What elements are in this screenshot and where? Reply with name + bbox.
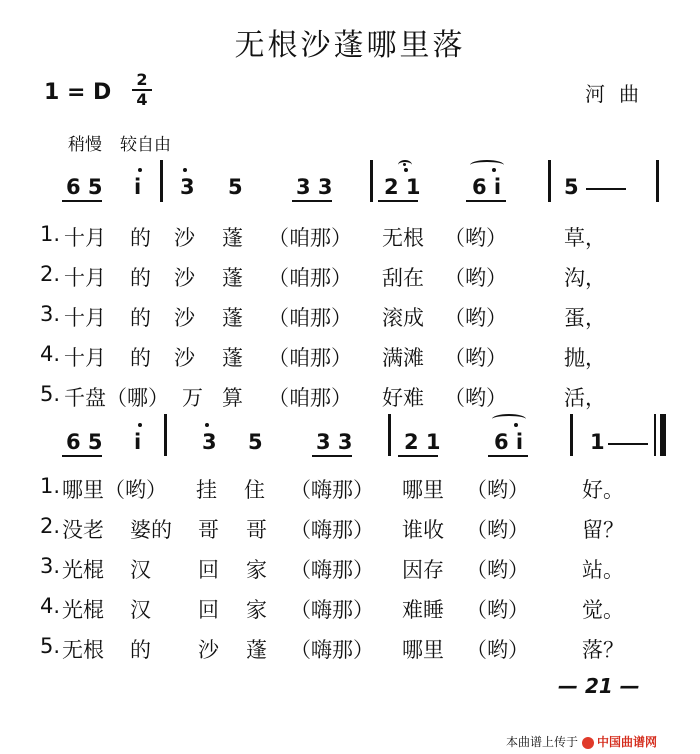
verse-number: 3. — [40, 302, 61, 326]
note-group: 2 1 — [384, 175, 421, 199]
note-group: 5 — [228, 175, 243, 199]
upload-credit-text: 本曲谱上传于 — [506, 735, 579, 749]
bar-line — [370, 160, 373, 202]
note-group: i — [134, 430, 142, 454]
lyric: 好。 — [582, 478, 624, 502]
lyric: （嗨那） — [290, 558, 374, 582]
note-group: 5 — [248, 430, 263, 454]
note-group: 3 3 — [296, 175, 333, 199]
lyric: 十月 — [64, 346, 106, 370]
lyric: （嗨那） — [290, 478, 374, 502]
beam — [398, 455, 438, 457]
lyric: 千盘（哪） — [64, 386, 169, 410]
verse-number: 1. — [40, 222, 61, 246]
lyric: （哟） — [466, 558, 529, 582]
lyric: 沙 — [174, 306, 195, 330]
lyric: 蓬 — [222, 346, 243, 370]
lyric: 站。 — [582, 558, 624, 582]
lyric: 的 — [130, 266, 151, 290]
lyric: 蛋， — [564, 306, 606, 330]
lyric: 难睡 — [402, 598, 444, 622]
lyric: 哪里 — [402, 638, 444, 662]
lyric: 满滩 — [382, 346, 424, 370]
note-group: 5 — [564, 175, 579, 199]
note-group: 3 — [180, 175, 195, 199]
note-group: 6 5 — [66, 430, 103, 454]
octave-dot — [205, 423, 209, 427]
lyric: 十月 — [64, 226, 106, 250]
beam — [312, 455, 352, 457]
lyric: 光棍 — [62, 558, 104, 582]
octave-dot — [138, 423, 142, 427]
lyric: 婆的 — [130, 518, 172, 542]
lyric: 光棍 — [62, 598, 104, 622]
lyric: 蓬 — [222, 306, 243, 330]
lyric: （哟） — [444, 226, 507, 250]
lyric: 回 — [198, 558, 219, 582]
lyric: 蓬 — [222, 226, 243, 250]
bar-line — [656, 160, 659, 202]
lyric: 因存 — [402, 558, 444, 582]
lyric: 草， — [564, 226, 606, 250]
hold-dash — [608, 443, 648, 445]
tempo-1: 稍慢 — [68, 135, 102, 155]
lyric: （哟） — [466, 638, 529, 662]
lyric: 好难 — [382, 386, 424, 410]
time-signature-top: 2 — [136, 70, 148, 89]
beam — [62, 200, 102, 202]
tempo-2: 较自由 — [120, 135, 171, 155]
lyric: （哟） — [444, 306, 507, 330]
verse-number: 5. — [40, 634, 61, 658]
lyric: 哪里 — [402, 478, 444, 502]
octave-dot — [138, 168, 142, 172]
lyric: 哥 — [198, 518, 219, 542]
lyric: 的 — [130, 306, 151, 330]
lyric: （咱那） — [268, 266, 352, 290]
note-group: 6 i — [494, 430, 524, 454]
note-group: 1 — [590, 430, 605, 454]
lyric: （嗨那） — [290, 518, 374, 542]
lyric: 沙 — [174, 226, 195, 250]
page-number: — 21 — — [558, 674, 640, 698]
verse-number: 1. — [40, 474, 61, 498]
lyric: （哟） — [444, 266, 507, 290]
octave-dot — [183, 168, 187, 172]
site-logo-icon — [582, 737, 594, 749]
note-group: 6 i — [472, 175, 502, 199]
final-bar-thin — [654, 414, 656, 456]
bar-line — [570, 414, 573, 456]
lyric: 的 — [130, 638, 151, 662]
verse-number: 3. — [40, 554, 61, 578]
lyric: （咱那） — [268, 226, 352, 250]
verse-number: 4. — [40, 342, 61, 366]
lyric: 沙 — [174, 266, 195, 290]
lyric: 哥 — [246, 518, 267, 542]
note-group: 2 1 — [404, 430, 441, 454]
lyric: 挂 — [196, 478, 217, 502]
lyric: 滚成 — [382, 306, 424, 330]
verse-number: 4. — [40, 594, 61, 618]
lyric: 汉 — [130, 598, 151, 622]
lyric: （哟） — [444, 386, 507, 410]
note-group: 6 5 — [66, 175, 103, 199]
lyric: 家 — [246, 558, 267, 582]
lyric: （哟） — [466, 518, 529, 542]
beam — [62, 455, 102, 457]
lyric: 哪里（哟） — [62, 478, 167, 502]
lyric: 万 — [182, 386, 203, 410]
lyric: 无根 — [382, 226, 424, 250]
lyric: 沙 — [174, 346, 195, 370]
lyric: 无根 — [62, 638, 104, 662]
bar-line — [160, 160, 163, 202]
lyric: 没老 — [62, 518, 104, 542]
lyric: （嗨那） — [290, 598, 374, 622]
time-signature-bottom: 4 — [136, 90, 148, 109]
time-signature — [132, 72, 152, 108]
key-signature: 1 = D — [44, 80, 112, 105]
lyric: 家 — [246, 598, 267, 622]
bar-line — [164, 414, 167, 456]
lyric: （嗨那） — [290, 638, 374, 662]
note-group: i — [134, 175, 142, 199]
bar-line — [548, 160, 551, 202]
upload-credit — [506, 733, 657, 750]
lyric: （咱那） — [268, 306, 352, 330]
lyric: 住 — [244, 478, 265, 502]
composer: 河曲 — [585, 82, 653, 106]
lyric: 留？ — [582, 518, 624, 542]
bar-line — [388, 414, 391, 456]
lyric: 汉 — [130, 558, 151, 582]
lyric: （哟） — [466, 478, 529, 502]
hold-dash — [586, 188, 626, 190]
lyric: 抛， — [564, 346, 606, 370]
verse-number: 2. — [40, 514, 61, 538]
site-name-link[interactable]: 中国曲谱网 — [597, 735, 658, 749]
slur — [492, 414, 526, 424]
lyric: 落？ — [582, 638, 624, 662]
lyric: （哟） — [444, 346, 507, 370]
beam — [378, 200, 418, 202]
lyric: 觉。 — [582, 598, 624, 622]
song-title: 无根沙蓬哪里落 — [234, 28, 466, 63]
lyric: 十月 — [64, 266, 106, 290]
lyric: 刮在 — [382, 266, 424, 290]
lyric: 谁收 — [402, 518, 444, 542]
lyric: 沙 — [198, 638, 219, 662]
beam — [292, 200, 332, 202]
verse-number: 2. — [40, 262, 61, 286]
beam — [466, 200, 506, 202]
lyric: 的 — [130, 346, 151, 370]
lyric: 回 — [198, 598, 219, 622]
lyric: 活， — [564, 386, 606, 410]
lyric: 沟， — [564, 266, 606, 290]
beam — [488, 455, 528, 457]
note-group: 3 3 — [316, 430, 353, 454]
final-bar-thick — [660, 414, 666, 456]
lyric: （咱那） — [268, 346, 352, 370]
slur — [470, 160, 504, 170]
lyric: 蓬 — [246, 638, 267, 662]
lyric: （哟） — [466, 598, 529, 622]
note-group: 3 — [202, 430, 217, 454]
lyric: （咱那） — [268, 386, 352, 410]
lyric: 十月 — [64, 306, 106, 330]
lyric: 的 — [130, 226, 151, 250]
lyric: 算 — [222, 386, 243, 410]
lyric: 蓬 — [222, 266, 243, 290]
fermata-dot — [403, 163, 406, 166]
tempo-marking — [68, 130, 171, 155]
verse-number: 5. — [40, 382, 61, 406]
